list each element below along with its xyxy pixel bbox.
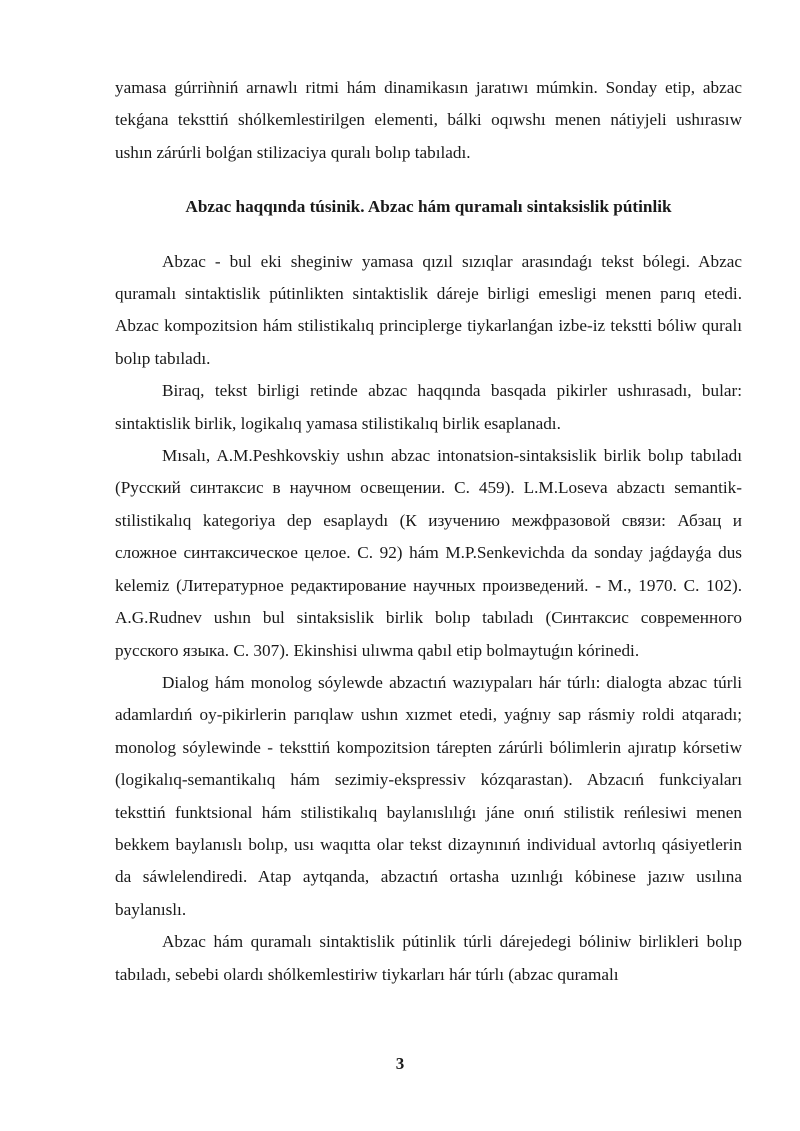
body-paragraph: Abzac - bul eki sheginiw yamasa qızıl sızıqlar arasındaǵı tekst bólegi. Abzac quramalı sintaktislik pútinlikten sintaktislik dáreje birligi emesligi menen parıq etedi. Abzac kompozitsion hám stilistikalıq principlerge tiykarlanǵan izbe-iz tekstti bóliw quralı bolıp tabıladı. [115, 251, 742, 368]
page-number: 3 [395, 1054, 405, 1073]
body-paragraph: Mısalı, A.M.Peshkovskiy ushın abzac intonatsion-sintaksislik birlik bolıp tabıladı (Русский синтаксис в научном освещении. С. 459). L.M.Loseva abzactı semantik-stilistikalıq kategoriya dep esaplaydı (К изучению межфразовой связи: Абзац и сложное синтаксическое целое. С. 92) hám M.P.Senkevichda da sonday jaǵdayǵa dus kelemiz (Литературное редактирование научных произведений. - М., 1970. С. 102). A.G.Rudnev ushın bul sintaksislik birlik bolıp tabıladı (Синтаксис современного русского языка. С. 307). Ekinshisi ulıwma qabıl etip bolmaytuǵın kórinedi. [115, 446, 742, 660]
body-paragraph: Biraq, tekst birligi retinde abzac haqqında basqada pikirler ushırasadı, bular: sintaktislik birlik, logikalıq yamasa stilistikalıq birlik esaplanadı. [115, 381, 742, 433]
section-heading: Abzac haqqında túsinik. Abzac hám quramalı sintaksislik pútinlik [185, 197, 672, 217]
body-paragraph: Abzac hám quramalı sintaktislik pútinlik túrli dárejedegi bóliniw birlikleri bolıp tabıladı, sebebi olardı shólkemlestiriw tiykarları hár túrlı (abzac quramalı [115, 932, 742, 984]
intro-paragraph: yamasa gúrriǹniń arnawlı ritmi hám dinamikasın jaratıwı múmkin. Sonday etip, abzac tekǵana teksttiń shólkemlestirilgen elementi, bálki oqıwshı menen nátiyjeli ushırasıw ushın zárúrli bolǵan stilizaciya quralı bolıp tabıladı. [115, 78, 742, 162]
body-paragraph: Dialog hám monolog sóylewde abzactıń wazıypaları hár túrlı: dialogta abzac túrli adamlardıń oy-pikirlerin parıqlaw ushın xızmet etedi, yaǵnıy sap rásmiy roldi atqaradı; monolog sóylewinde - teksttiń kompozitsion tárepten zárúrli bólimlerin ajıratıp kórsetiw (logikalıq-semantikalıq hám sezimiy-ekspressiv kózqarastan). Abzacıń funkciyaları teksttiń funktsional hám stilistikalıq baylanıslılıǵı jáne onıń stilistik reńlesiwi menen bekkem baylanıslı bolıp, usı waqıtta olar tekst dizaynınıń individual avtorlıq qásiyetlerin da sáwlelendiredi. Atap aytqanda, abzactıń ortasha uzınlıǵı kóbinese jazıw usılına baylanıslı. [115, 672, 742, 919]
